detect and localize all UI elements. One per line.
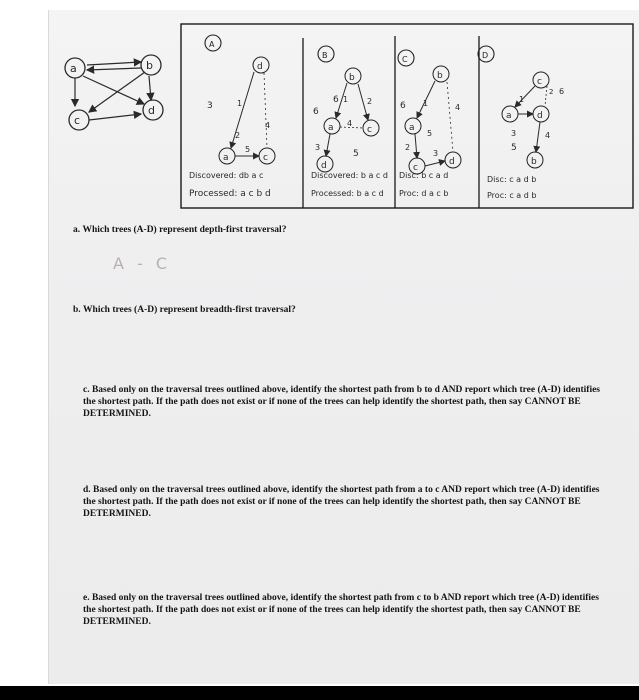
worksheet-page: [48, 10, 639, 684]
tree-b-edge-label: 3: [315, 143, 321, 152]
tree-a-letter: A: [209, 40, 215, 49]
graph-node-b: [141, 55, 161, 75]
question-e: [83, 592, 603, 628]
question-c-text: Based only on the traversal trees outlined above, identify the shortest path from b to d AND report which tree (A-D) identifies the shortest path. If the path does not exist or if none of the trees can help identify the shortest path, then say CANNOT BE DETERMINED.: [83, 385, 601, 419]
tree-d-discovered: Disc: c a d b: [487, 175, 537, 184]
tree-c-edge-label: 3: [433, 149, 439, 158]
tree-c-edge-label: 2: [405, 143, 411, 152]
tree-c-edge-label: 4: [455, 103, 461, 112]
tree-a-edge-label: 5: [245, 145, 251, 154]
tree-d-edge-label: 3: [511, 129, 517, 138]
bottom-edge: [0, 686, 639, 700]
tree-panel-b: [311, 46, 388, 198]
tree-c-edge-label: 6: [400, 101, 406, 111]
tree-b-edge-label: 4: [347, 119, 353, 128]
question-c: [83, 384, 603, 420]
tree-d-node-d: d: [537, 111, 543, 121]
tree-b-edge-label: 5: [353, 149, 359, 159]
tree-d-edge-label: 4: [545, 131, 551, 140]
graph-node-d: [143, 100, 163, 120]
tree-a-node-c: c: [263, 153, 268, 163]
tree-b-node-c: c: [367, 125, 372, 135]
tree-a-edge-label: 2: [235, 131, 241, 140]
tree-c-node-c: c: [413, 163, 418, 173]
tree-c-node-b: b: [437, 71, 443, 81]
tree-panel-a: [189, 35, 275, 199]
question-d: [83, 484, 603, 520]
question-e-text: Based only on the traversal trees outlined above, identify the shortest path from c to b AND report which tree (A-D) identifies the shortest path. If the path does not exist or if none of the trees can help identify the shortest path, then say CANNOT BE DETERMINED.: [83, 593, 599, 627]
tree-d-node-b: b: [531, 157, 537, 167]
tree-b-processed: Processed: b a c d: [311, 189, 384, 198]
tree-d-edge-label: 6: [559, 87, 565, 96]
question-a-text: Which trees (A-D) represent depth-first traversal?: [82, 225, 287, 235]
trees-box: [181, 24, 633, 208]
tree-a-processed: Processed: a c b d: [189, 189, 271, 199]
traversal-figure: [49, 10, 639, 210]
question-c-label: c.: [83, 385, 90, 395]
tree-d-node-c: c: [537, 77, 542, 87]
tree-d-processed: Proc: c a d b: [487, 191, 537, 200]
question-d-text: Based only on the traversal trees outlined above, identify the shortest path from a to c AND report which tree (A-D) identifies the shortest path. If the path does not exist or if none of the trees can help identify the shortest path, then say CANNOT BE DETERMINED.: [83, 485, 600, 519]
graph-node-a-label: a: [70, 62, 77, 75]
tree-d-letter: D: [482, 51, 489, 60]
tree-b-node-b: b: [349, 73, 355, 83]
tree-c-edge-label: 5: [427, 129, 433, 138]
tree-d-edge-label: 5: [511, 143, 517, 153]
tree-c-node-d: d: [449, 157, 455, 167]
tree-b-node-d: d: [321, 161, 327, 171]
tree-a-discovered: Discovered: db a c: [189, 171, 264, 180]
tree-d-node-a: a: [506, 111, 512, 121]
question-b-text: Which trees (A-D) represent breadth-first traversal?: [83, 305, 296, 315]
tree-c-node-a: a: [409, 123, 415, 133]
tree-b-edge-label: 2: [367, 97, 373, 106]
tree-b-edge-label: 6: [333, 95, 339, 105]
question-b: [73, 304, 613, 316]
tree-d-edge-label: 2: [549, 88, 554, 96]
tree-c-discovered: Disc: b c a d: [399, 171, 449, 180]
graph-node-a: [65, 58, 85, 78]
tree-panel-d: [478, 46, 564, 200]
graph-node-b-label: b: [146, 59, 153, 72]
tree-a-node-d: d: [257, 62, 263, 72]
tree-b-edge-label: 6: [313, 107, 319, 117]
tree-d-edge-label: 1: [519, 95, 525, 104]
tree-c-edge-label: 1: [423, 99, 429, 108]
tree-c-letter: C: [402, 55, 408, 64]
tree-a-node-a: a: [223, 153, 229, 163]
tree-a-edge-label: 1: [237, 99, 243, 108]
question-a-label: a.: [73, 225, 81, 235]
tree-b-node-a: a: [328, 123, 334, 133]
graph-node-c-label: c: [74, 114, 81, 127]
question-e-label: e.: [83, 593, 90, 603]
answer-a-pencil: A - C: [113, 254, 172, 273]
tree-panel-c: [398, 50, 461, 198]
question-b-label: b.: [73, 305, 81, 315]
tree-c-processed: Proc: d a c b: [399, 189, 449, 198]
directed-graph: [75, 62, 151, 120]
tree-b-letter: B: [322, 51, 328, 60]
tree-b-discovered: Discovered: b a c d: [311, 171, 388, 180]
question-a: [73, 224, 613, 236]
graph-node-c: [69, 110, 89, 130]
tree-b-edge-label: 1: [343, 95, 349, 104]
graph-node-d-label: d: [148, 104, 155, 117]
question-d-label: d.: [83, 485, 91, 495]
tree-a-edge-label: 4: [265, 121, 271, 130]
tree-a-edge-label: 3: [207, 101, 213, 111]
